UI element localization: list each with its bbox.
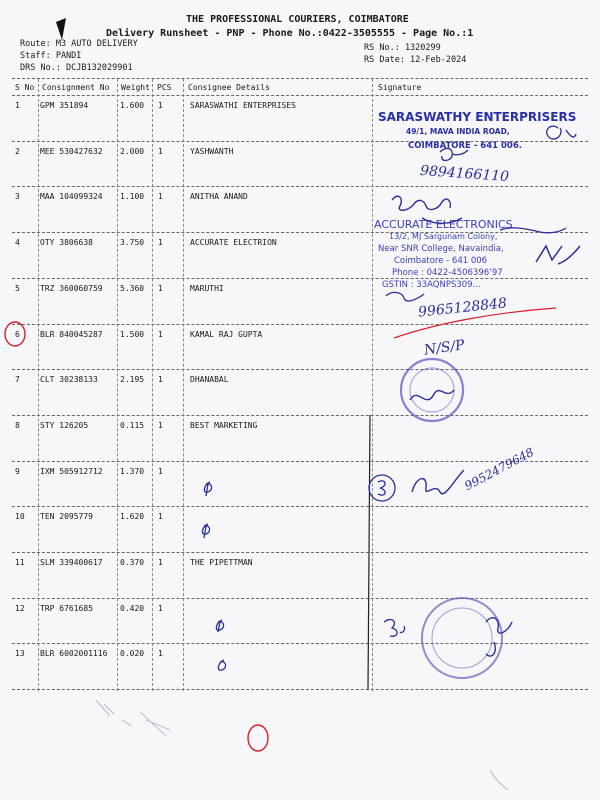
accurate-stamp-phone: Phone : 0422-4506396’97: [392, 268, 503, 278]
row-sno: 11: [15, 558, 25, 567]
row-sno: 6: [15, 329, 20, 339]
round-stamp: [422, 598, 502, 678]
handwritten-phone-2: 9965128848: [417, 295, 508, 321]
row-consignment-no: CLT 30238133: [40, 375, 98, 385]
rs-date: RS Date: 12-Feb-2024: [364, 55, 467, 65]
row-consignment-no: STY 126205: [40, 420, 89, 430]
red-circle-mark: [5, 322, 25, 346]
row-pcs: 1: [158, 466, 163, 476]
row-sno: 7: [15, 375, 20, 385]
row-pcs: 1: [158, 238, 163, 248]
row-weight: 2.195: [120, 375, 145, 385]
row-weight: 1.600: [120, 101, 145, 110]
signature-mark: [410, 390, 454, 400]
handwritten-phone-1: 9894166110: [419, 162, 510, 186]
accurate-stamp-line3: Coimbatore - 641 006: [394, 256, 488, 266]
row-consignment-no: TRP 6761685: [40, 603, 93, 613]
pen-mark: [216, 620, 223, 632]
row-sno: 5: [15, 283, 20, 293]
pen-mark: [204, 482, 211, 496]
row-sno: 12: [15, 603, 25, 613]
row-sno: 13: [15, 649, 25, 659]
round-stamp-inner: [410, 368, 454, 412]
row-pcs: 1: [158, 146, 163, 156]
row-weight: 1.500: [120, 329, 145, 339]
row-consignee: ACCURATE ELECTRION: [190, 238, 277, 248]
row-pcs: 1: [158, 420, 163, 430]
signature-mark: [412, 470, 464, 494]
row-weight: 0.420: [120, 603, 145, 613]
row-pcs: 1: [158, 603, 163, 613]
row-weight: 0.370: [120, 558, 145, 567]
accurate-stamp-name: ACCURATE ELECTRONICS: [374, 218, 513, 231]
faint-scribble: [490, 770, 508, 790]
row-consignment-no: MEE 530427632: [40, 146, 103, 156]
row-consignee: KAMAL RAJ GUPTA: [190, 329, 263, 339]
row-consignment-no: BLR 840045287: [40, 329, 103, 339]
row-weight: 1.100: [120, 192, 145, 202]
row-sno: 4: [15, 238, 20, 248]
row-consignee: THE PIPETTMAN: [190, 558, 253, 567]
row-consignee: BEST MARKETING: [190, 420, 258, 430]
circled-number-glyph: [378, 481, 385, 495]
row-consignee: YASHWANTH: [190, 146, 234, 156]
col-header-sno: S No: [15, 83, 35, 92]
signature-mark: [440, 149, 468, 161]
company-title: THE PROFESSIONAL COURIERS, COIMBATORE: [186, 14, 409, 25]
signature-mark: [536, 246, 580, 264]
pen-vertical-line: [368, 415, 370, 690]
col-header-consignment: Consignment No: [42, 83, 110, 92]
row-weight: 1.620: [120, 512, 145, 522]
circled-number-mark: [384, 620, 405, 637]
row-pcs: 1: [158, 192, 163, 202]
row-consignment-no: SLM 339400617: [40, 558, 103, 567]
row-weight: 5.360: [120, 283, 145, 293]
drs-number: DRS No.: DCJB132029901: [20, 63, 133, 73]
row-pcs: 1: [158, 558, 163, 567]
row-pcs: 1: [158, 375, 163, 385]
row-consignee: SARASWATHI ENTERPRISES: [190, 101, 296, 110]
row-pcs: 1: [158, 329, 163, 339]
handwritten-nsp: N/S/P: [423, 337, 466, 359]
row-consignment-no: IXM 505912712: [40, 466, 103, 476]
row-consignee: ANITHA ANAND: [190, 192, 248, 202]
accurate-stamp-gstin: GSTIN : 33AQNPS309...: [382, 280, 481, 290]
row-pcs: 1: [158, 283, 163, 293]
row-sno: 10: [15, 512, 25, 522]
row-consignment-no: OTY 3806638: [40, 238, 93, 248]
rs-number: RS No.: 1320299: [364, 43, 441, 53]
signature-mark: [386, 292, 424, 301]
col-header-pcs: PCS: [157, 83, 172, 92]
pen-mark: [202, 524, 209, 538]
row-weight: 2.000: [120, 146, 145, 156]
saraswathy-stamp-name: SARASWATHY ENTERPRISERS: [378, 110, 577, 124]
route-label: Route: M3 AUTO DELIVERY: [20, 39, 138, 49]
row-sno: 8: [15, 420, 20, 430]
accurate-stamp-line1: 13/2, MJ Sargunam Colony,: [389, 232, 498, 241]
saraswathy-stamp-city: COIMBATORE - 641 006.: [408, 141, 522, 151]
row-sno: 9: [15, 466, 20, 476]
signature-mark: [500, 228, 566, 233]
red-strike-line: [394, 308, 556, 338]
red-circle-mark: [248, 725, 268, 751]
row-weight: 0.115: [120, 420, 145, 430]
row-consignment-no: TEN 2095779: [40, 512, 93, 522]
saraswathy-stamp-address: 49/1, MAVA INDIA ROAD,: [406, 127, 510, 136]
staff-label: Staff: PANDI: [20, 51, 82, 61]
row-consignment-no: GPM 351894: [40, 101, 89, 110]
row-consignment-no: BLR 6002001116: [40, 649, 108, 659]
row-consignment-no: TRZ 360060759: [40, 283, 103, 293]
row-sno: 1: [15, 101, 20, 110]
faint-scribble: [96, 700, 132, 726]
col-header-weight: Weight: [121, 83, 150, 92]
row-weight: 1.370: [120, 466, 145, 476]
col-header-signature: Signature: [378, 83, 422, 92]
row-sno: 3: [15, 192, 20, 202]
row-consignment-no: MAA 104099324: [40, 192, 103, 202]
black-ink-mark: [56, 18, 66, 40]
row-consignee: DHANABAL: [190, 375, 229, 385]
row-pcs: 1: [158, 101, 163, 110]
col-header-consignee: Consignee Details: [188, 83, 270, 92]
row-pcs: 1: [158, 512, 163, 522]
handwritten-phone-3: 9952479648: [462, 444, 537, 494]
runsheet-subtitle: Delivery Runsheet - PNP - Phone No.:0422-3505555 - Page No.:1: [106, 28, 474, 39]
round-stamp-inner: [432, 608, 492, 668]
signature-mark: [547, 126, 576, 139]
accurate-stamp-line2: Near SNR College, Navaindia,: [378, 244, 504, 254]
pen-mark: [218, 660, 225, 670]
row-weight: 0.020: [120, 649, 145, 659]
row-consignee: MARUTHI: [190, 283, 224, 293]
faint-scribble: [140, 712, 170, 736]
signature-mark: [392, 196, 462, 223]
row-pcs: 1: [158, 649, 163, 659]
row-sno: 2: [15, 146, 20, 156]
row-weight: 3.750: [120, 238, 145, 248]
